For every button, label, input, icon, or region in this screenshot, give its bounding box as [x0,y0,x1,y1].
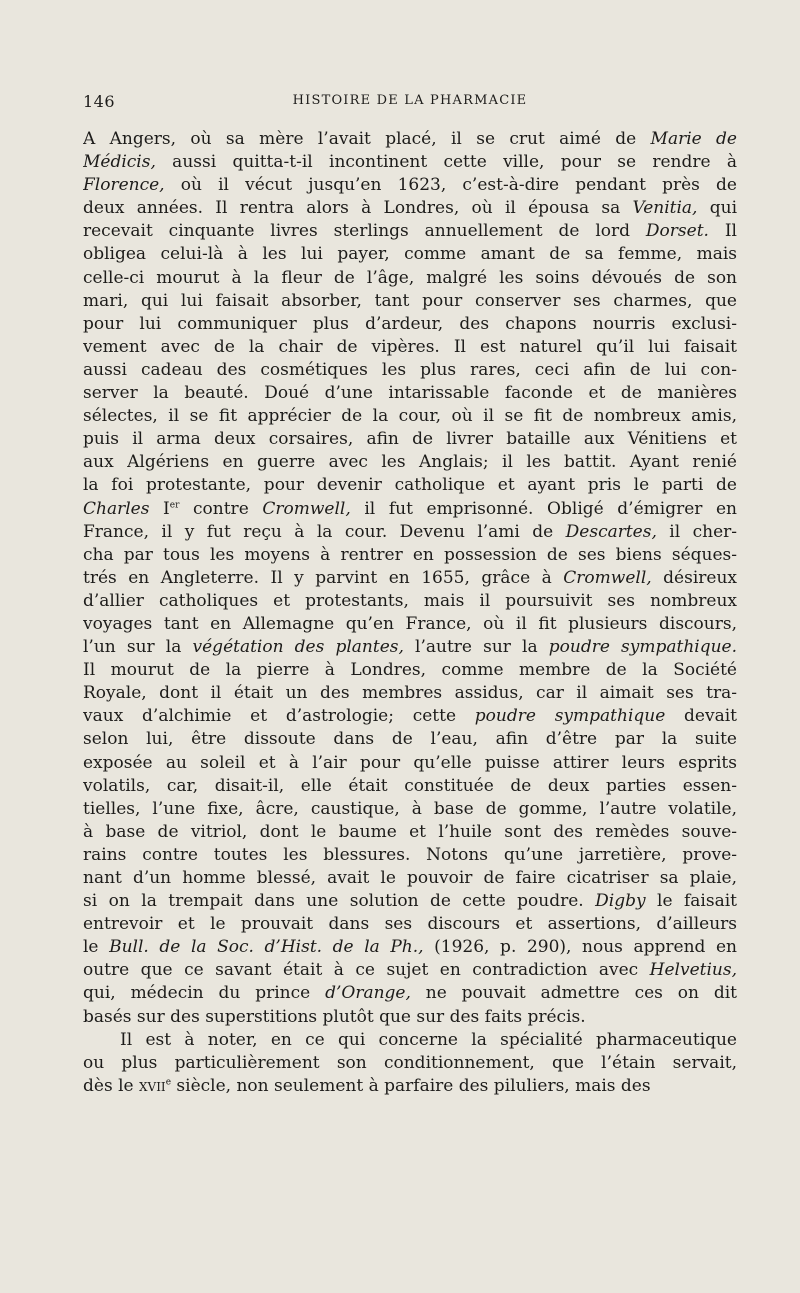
text-segment: mari, qui lui faisait absorber, tant pour conserver ses charmes, que [83,290,737,311]
text-segment: Il [708,221,737,242]
text-line [83,220,737,243]
text-segment: il fut emprisonné. Obligé d’émigrer en [350,498,737,519]
text-line [83,382,737,405]
text-line [83,521,737,544]
text-line [83,313,737,336]
text-line [83,290,737,313]
text-segment: recevait cinquante livres sterlings annuellement de lord [83,221,646,242]
text-segment: Royale, dont il était un des membres assidus, car il aimait ses tra- [83,683,737,704]
text-line [83,1006,737,1029]
text-segment: server la beauté. Doué d’une intarissable faconde et de manières [83,383,737,404]
text-line [83,844,737,867]
text-line [83,243,737,266]
text-line [83,867,737,890]
text-line [83,728,737,751]
text-segment: devait [665,706,737,727]
italic-text: Cromwell, [262,498,351,519]
text-segment: entrevoir et le prouvait dans ses discours et assertions, d’ailleurs [83,914,737,935]
text-segment: obligea celui-là à les lui payer, comme amant de sa femme, mais [83,244,737,265]
text-segment: rains contre toutes les blessures. Notons qu’une jarretière, prove- [83,844,737,865]
text-segment: le faisait [645,891,737,912]
text-segment: cha par tous les moyens à rentrer en possession de ses biens séques- [83,544,737,565]
text-segment: Il mourut de la pierre à Londres, comme membre de la Société [83,660,737,681]
text-line [83,659,737,682]
text-line [83,197,737,220]
text-segment: Il est à noter, en ce qui concerne la spécialité pharmaceutique [120,1029,737,1050]
text-line [83,775,737,798]
italic-text: Helvetius, [649,960,737,981]
text-segment: (1926, p. 290), nous apprend en [423,937,737,958]
text-line [83,936,737,959]
text-line [83,451,737,474]
text-segment: ne pouvait admettre ces on dit [410,983,737,1004]
text-segment: le [83,937,110,958]
text-segment: la foi protestante, pour devenir catholique et ayant pris le parti de [83,475,737,496]
superscript: e [165,1077,172,1088]
text-line [83,752,737,775]
text-segment: celle-ci mourut à la fleur de l’âge, malgré les soins dévoués de son [83,267,737,288]
text-line [83,1029,737,1052]
text-segment: exposée au soleil et à l’air pour qu’elle puisse attirer leurs esprits [83,752,737,773]
text-line [83,567,737,590]
text-line [83,1075,737,1098]
italic-text: végétation des plantes, [192,637,404,658]
text-segment: basés sur des superstitions plutôt que sur des faits précis. [83,1006,586,1027]
text-segment: siècle, non seulement à parfaire des piluliers, mais des [171,1075,651,1096]
text-segment: selon lui, être dissoute dans de l’eau, afin d’être par la suite [83,729,737,750]
text-segment: tielles, l’une fixe, âcre, caustique, à base de gomme, l’autre volatile, [83,798,737,819]
italic-text: Dorset. [645,221,709,242]
text-segment: l’un sur la [83,637,193,658]
text-segment: France, il y fut reçu à la cour. Devenu l’ami de [83,521,566,542]
text-line [83,590,737,613]
italic-text: Cromwell, [563,567,652,588]
italic-text: Médicis, [83,152,156,173]
text-line [83,498,737,521]
text-segment: l’autre sur la [403,637,549,658]
italic-text: Venitia, [632,198,698,219]
text-line [83,821,737,844]
italic-text: Charles [83,498,150,519]
running-title: HISTOIRE DE LA PHARMACIE [292,93,528,108]
italic-text: Marie de [650,129,737,149]
body-text [83,128,737,1098]
text-line [83,405,737,428]
text-segment: où il vécut jusqu’en 1623, c’est-à-dire pendant près de [164,175,737,196]
text-line [83,982,737,1005]
page-header [83,92,737,112]
text-line [83,267,737,290]
italic-text: Florence, [83,175,165,196]
text-line [83,913,737,936]
text-line [83,336,737,359]
text-segment: nant d’un homme blessé, avait le pouvoir de faire cicatriser sa plaie, [83,868,737,888]
text-line [83,474,737,497]
italic-text: Digby [595,891,646,912]
text-segment: outre que ce savant était à ce sujet en contradiction avec [83,960,650,981]
text-segment: vaux d’alchimie et d’astrologie; cette [83,706,475,727]
text-segment: d’allier catholiques et protestants, mais il poursuivit ses nombreux [83,590,737,611]
text-segment: A Angers, où sa mère l’avait placé, il se crut aimé de [83,129,651,149]
text-segment: puis il arma deux corsaires, afin de livrer bataille aux Vénitiens et [83,429,737,450]
text-line [83,959,737,982]
text-segment: aussi quitta-t-il incontinent cette ville, pour se rendre à [155,152,737,173]
text-segment: qui, médecin du prince [83,983,326,1004]
text-segment: pour lui communiquer plus d’ardeur, des chapons nourris exclusi- [83,313,737,334]
text-segment: contre [179,498,263,519]
text-segment: aussi cadeau des cosmétiques les plus rares, ceci afin de lui con- [83,359,737,380]
text-segment: trés en Angleterre. Il y parvint en 1655, grâce à [83,567,564,588]
text-line [83,705,737,728]
text-segment: I [149,498,170,519]
text-segment: qui [697,198,737,219]
text-segment: sélectes, il se fit apprécier de la cour, où il se fit de nombreux amis, [83,406,737,427]
italic-text: Descartes, [565,521,657,542]
page-number: 146 [83,92,116,111]
text-line [83,151,737,174]
text-line [83,636,737,659]
text-segment: désireux [651,567,737,588]
text-segment: aux Algériens en guerre avec les Anglais; il les battit. Ayant renié [83,452,737,473]
text-segment: volatils, car, disait-il, elle était constituée de deux parties essen- [83,775,737,796]
text-segment: voyages tant en Allemagne qu’en France, où il fit plusieurs discours, [83,613,737,634]
text-segment: il cher- [656,521,737,542]
text-line [83,613,737,636]
text-segment: xvii [138,1075,166,1096]
text-segment: dès le [83,1075,139,1096]
text-segment: vement avec de la chair de vipères. Il est naturel qu’il lui faisait [83,336,737,357]
text-segment: si on la trempait dans une solution de cette poudre. [83,891,596,912]
text-line [83,174,737,197]
italic-text: Bull. de la Soc. d’Hist. de la Ph., [109,937,424,958]
text-line [83,544,737,567]
italic-text: poudre sympathique. [548,637,737,658]
text-segment: ou plus particulièrement son conditionnement, que l’étain servait, [83,1052,737,1073]
text-segment: deux années. Il rentra alors à Londres, où il épousa sa [83,198,633,219]
text-line [83,1052,737,1075]
text-line [83,798,737,821]
italic-text: d’Orange, [325,983,411,1004]
text-line [83,890,737,913]
text-line [83,428,737,451]
italic-text: poudre sympathique [474,706,666,727]
text-line [83,128,737,151]
text-line [83,682,737,705]
text-line [83,359,737,382]
superscript: er [169,499,180,510]
text-segment: à base de vitriol, dont le baume et l’huile sont des remèdes souve- [83,821,737,842]
